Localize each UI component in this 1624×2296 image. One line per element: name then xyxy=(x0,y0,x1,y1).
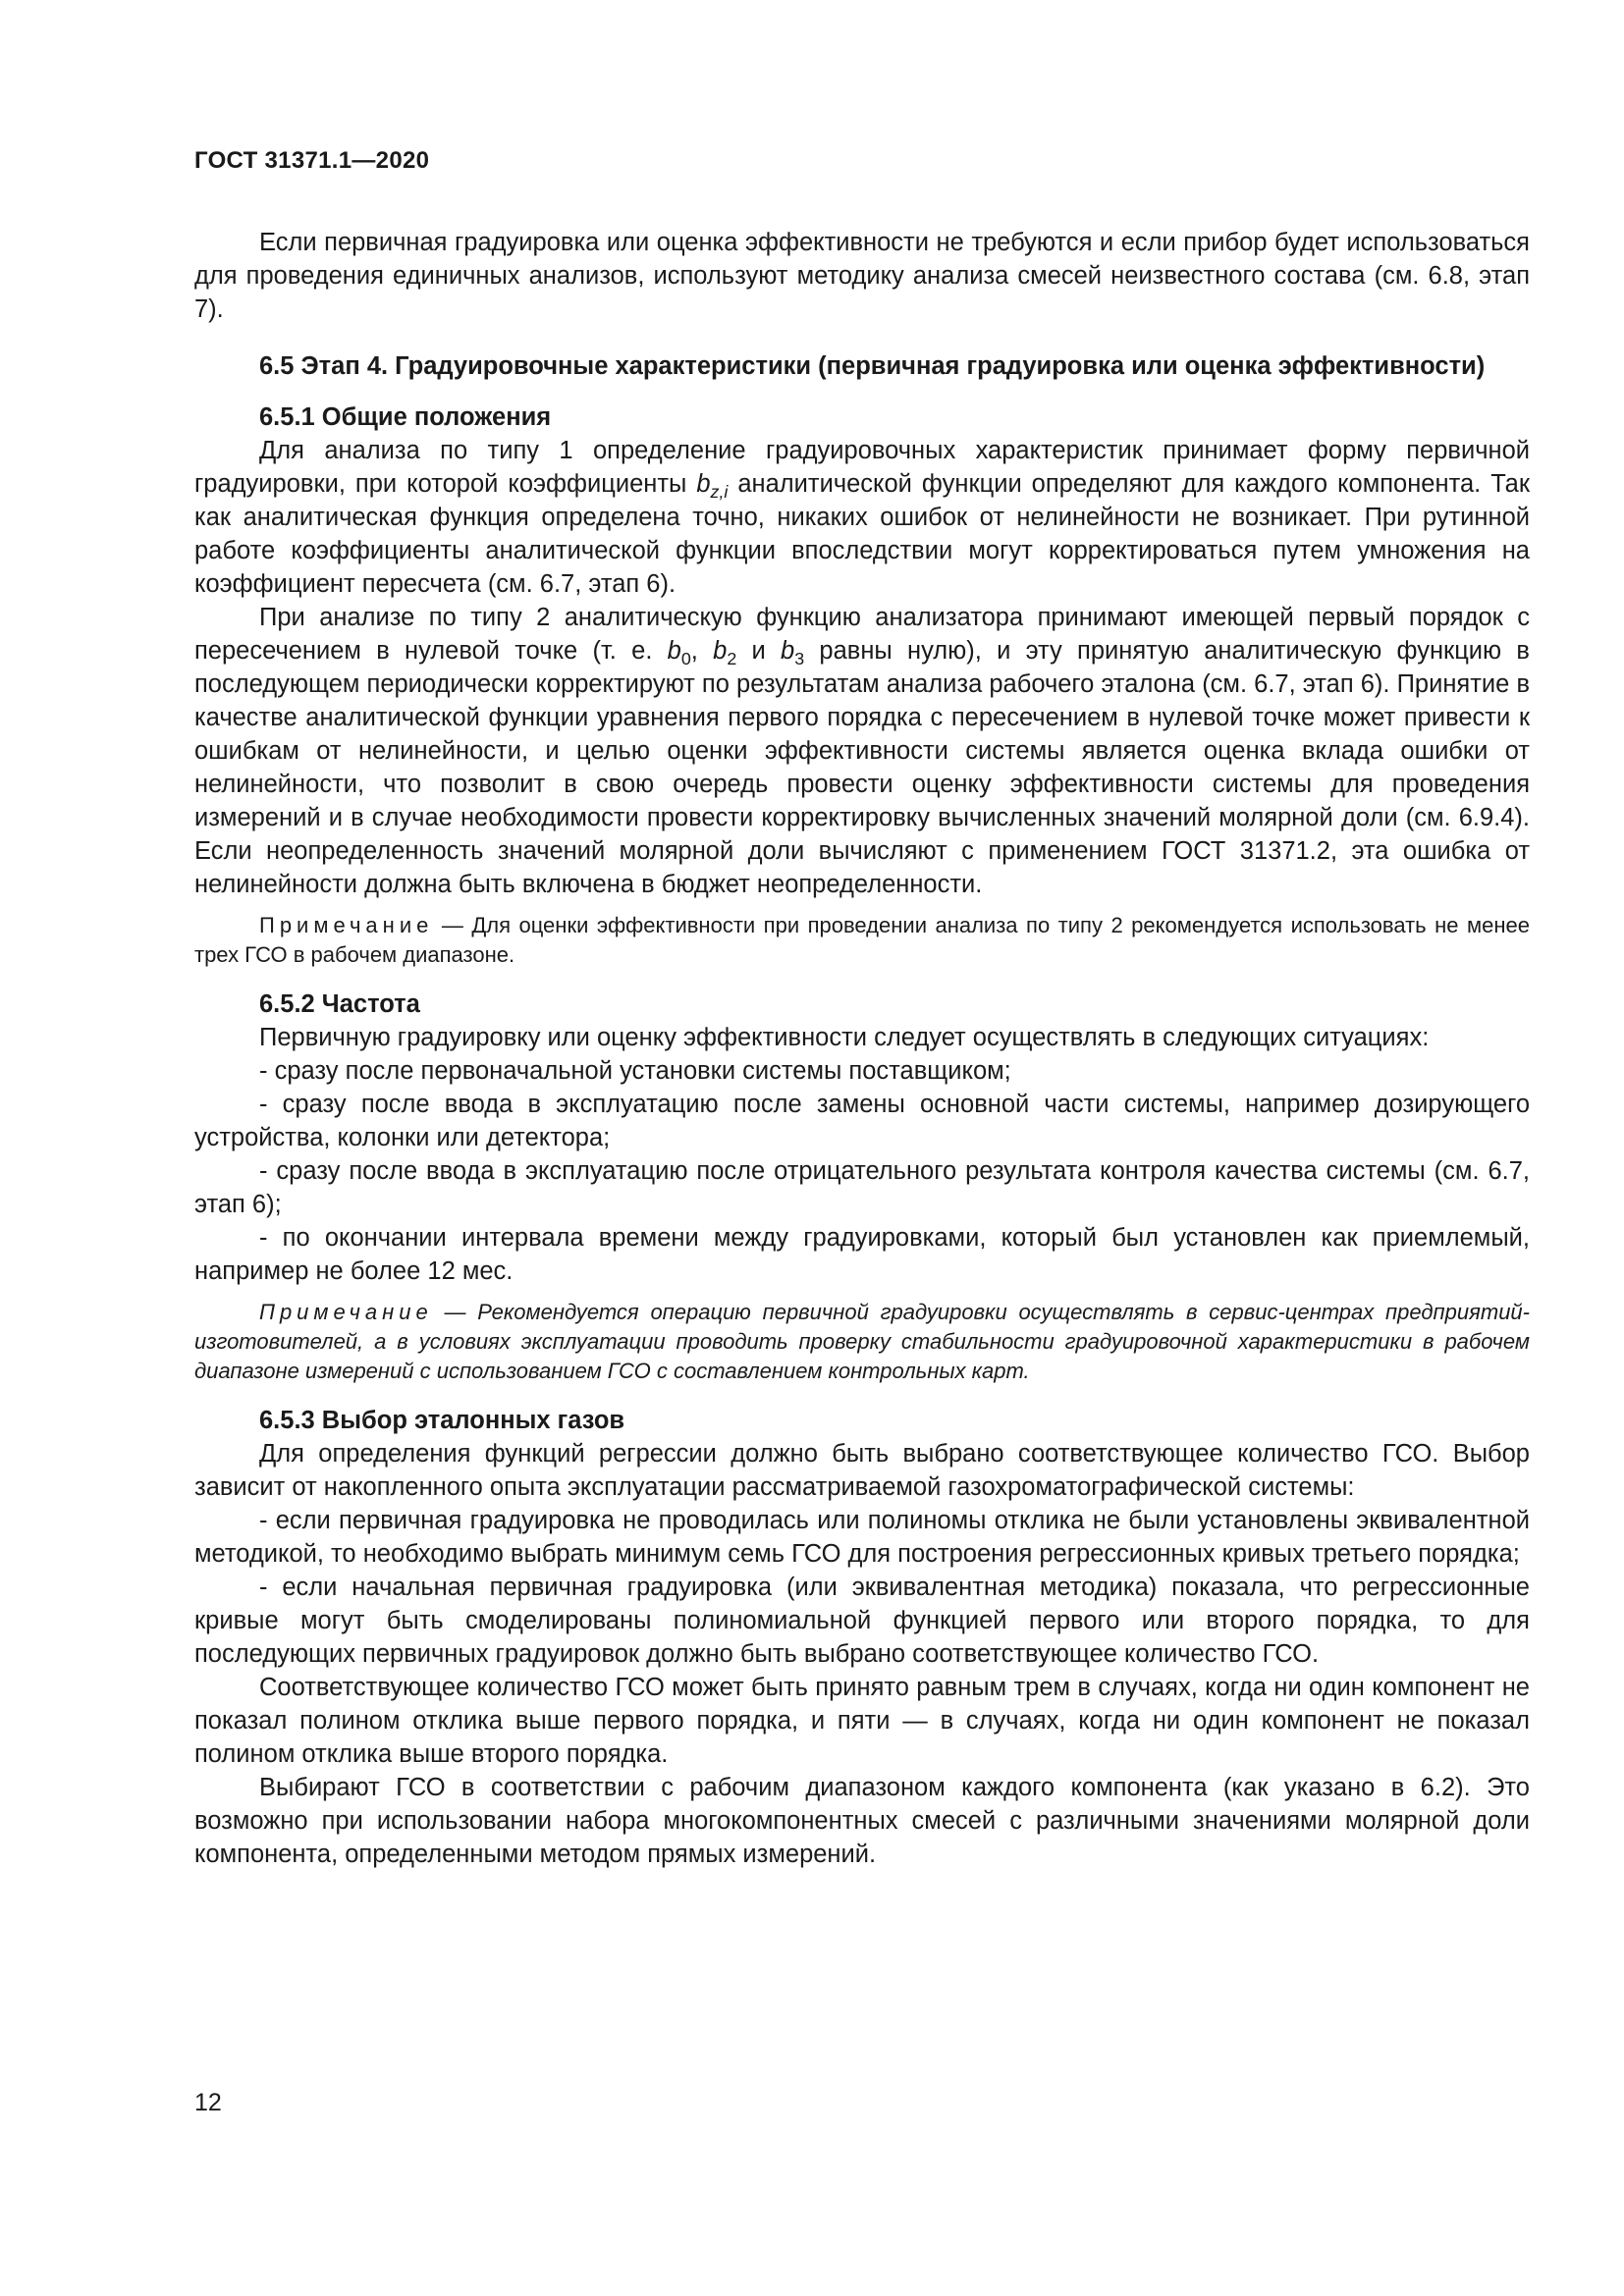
coefficient-variable: b xyxy=(781,637,795,665)
text-fragment: и xyxy=(736,637,782,665)
paragraph-6-5-2-1: Первичную градуировку или оценку эффективности следует осуществлять в следующих ситуациях: xyxy=(259,1024,1430,1051)
paragraph-6-5-3-1: Для определения функций регрессии должно быть выбрано соответствующее количество ГСО. Выбор зависит от накопленного опыта эксплуатации рассматриваемой газохроматографической системы: xyxy=(194,1440,1530,1501)
page-number: 12 xyxy=(194,2089,222,2116)
coefficient-subscript: 3 xyxy=(794,649,805,668)
list-item: - по окончании интервала времени между градуировками, который был установлен как приемлемый, например не более 12 мес. xyxy=(194,1224,1530,1285)
list-item: - сразу после ввода в эксплуатацию после замены основной части системы, например дозирующего устройства, колонки или детектора; xyxy=(194,1091,1530,1151)
list-item: - сразу после первоначальной установки системы поставщиком; xyxy=(259,1057,1011,1085)
coefficient-subscript: z,i xyxy=(710,482,729,502)
note-label: Примечание xyxy=(259,913,434,937)
text-fragment: При анализе по типу 2 аналитическую функцию анализатора принимают имеющей первый порядок с пересечением в нулевой точке (т. е. xyxy=(194,604,1530,665)
text-fragment: Для анализа по типу 1 определение градуировочных характеристик принимает форму первичной градуировки, при которой коэффициенты xyxy=(194,437,1530,498)
intro-paragraph: Если первичная градуировка или оценка эффективности не требуются и если прибор будет использоваться для проведения единичных анализов, используют методику анализа смесей неизвестного состава (см. 6.8, этап 7). xyxy=(194,229,1530,323)
paragraph-6-5-3-2: Соответствующее количество ГСО может быть принято равным трем в случаях, когда ни один компонент не показал полином отклика выше первого порядка, и пяти — в случаях, когда ни один компонент не показал полином отклика выше второго порядка. xyxy=(194,1674,1530,1768)
list-item: - если начальная первичная градуировка (или эквивалентная методика) показала, что регрессионные кривые могут быть смоделированы полиномиальной функцией первого или второго порядка, то для последующих первичных градуировок должно быть выбрано соответствующее количество ГСО. xyxy=(194,1574,1530,1668)
note-text: — Рекомендуется операцию первичной градуировки осуществлять в сервис-центрах предприятий-изготовителей, а в условиях эксплуатации проводить проверку стабильности градуировочной характеристики в рабочем диапазоне измерений с использованием ГСО с составлением контрольных карт. xyxy=(194,1300,1530,1383)
text-fragment: , xyxy=(690,637,714,665)
subsection-title-6-5-1: 6.5.1 Общие положения xyxy=(259,403,552,431)
coefficient-subscript: 0 xyxy=(680,649,691,668)
coefficient-variable: b xyxy=(696,470,711,498)
list-item: - если первичная градуировка не проводилась или полиномы отклика не были установлены эквивалентной методикой, то необходимо выбрать минимум семь ГСО для построения регрессионных кривых третьего порядка; xyxy=(194,1507,1530,1568)
note-text: — Для оценки эффективности при проведении анализа по типу 2 рекомендуется использовать не менее трех ГСО в рабочем диапазоне. xyxy=(194,913,1530,967)
paragraph-6-5-1-1 xyxy=(194,434,1530,601)
paragraph-6-5-1-2 xyxy=(194,601,1530,901)
coefficient-variable: b xyxy=(713,637,728,665)
document-page xyxy=(194,147,1530,1871)
list-item: - сразу после ввода в эксплуатацию после отрицательного результата контроля качества системы (см. 6.7, этап 6); xyxy=(194,1157,1530,1218)
note-6-5-2 xyxy=(194,1298,1530,1386)
coefficient-subscript: 2 xyxy=(727,649,737,668)
paragraph-6-5-3-3: Выбирают ГСО в соответствии с рабочим диапазоном каждого компонента (как указано в 6.2). Это возможно при использовании набора многокомпонентных смесей с различными значениями молярной доли компонента, определенными методом прямых измерений. xyxy=(194,1774,1530,1868)
text-fragment: равны нулю), и эту принятую аналитическую функцию в последующем периодически корректируют по результатам анализа рабочего эталона (см. 6.7, этап 6). Принятие в качестве аналитической функции уравнения первого порядка с пересечением в нулевой точке может привести к ошибкам от нелинейности, и целью оценки эффективности системы является оценка вклада ошибки от нелинейности, что позволит в свою очередь провести оценку эффективности системы для проведения измерений и в случае необходимости провести корректировку вычисленных значений молярной доли (см. 6.9.4). Если неопределенность значений молярной доли вычисляют с применением ГОСТ 31371.2, эта ошибка от нелинейности должна быть включена в бюджет неопределенности. xyxy=(194,637,1530,898)
text-fragment: аналитической функции определяют для каждого компонента. Так как аналитическая функция определена точно, никаких ошибок от нелинейности не возникает. При рутинной работе коэффициенты аналитической функции впоследствии могут корректироваться путем умножения на коэффициент пересчета (см. 6.7, этап 6). xyxy=(194,470,1530,598)
subsection-title-6-5-2: 6.5.2 Частота xyxy=(259,990,420,1018)
note-6-5-1 xyxy=(194,911,1530,970)
coefficient-variable: b xyxy=(667,637,681,665)
subsection-title-6-5-3: 6.5.3 Выбор эталонных газов xyxy=(259,1407,625,1434)
document-header: ГОСТ 31371.1—2020 xyxy=(194,147,430,174)
section-title-6-5: 6.5 Этап 4. Градуировочные характеристики (первичная градуировка или оценка эффективности) xyxy=(259,352,1486,380)
note-label: Примечание xyxy=(259,1300,433,1324)
